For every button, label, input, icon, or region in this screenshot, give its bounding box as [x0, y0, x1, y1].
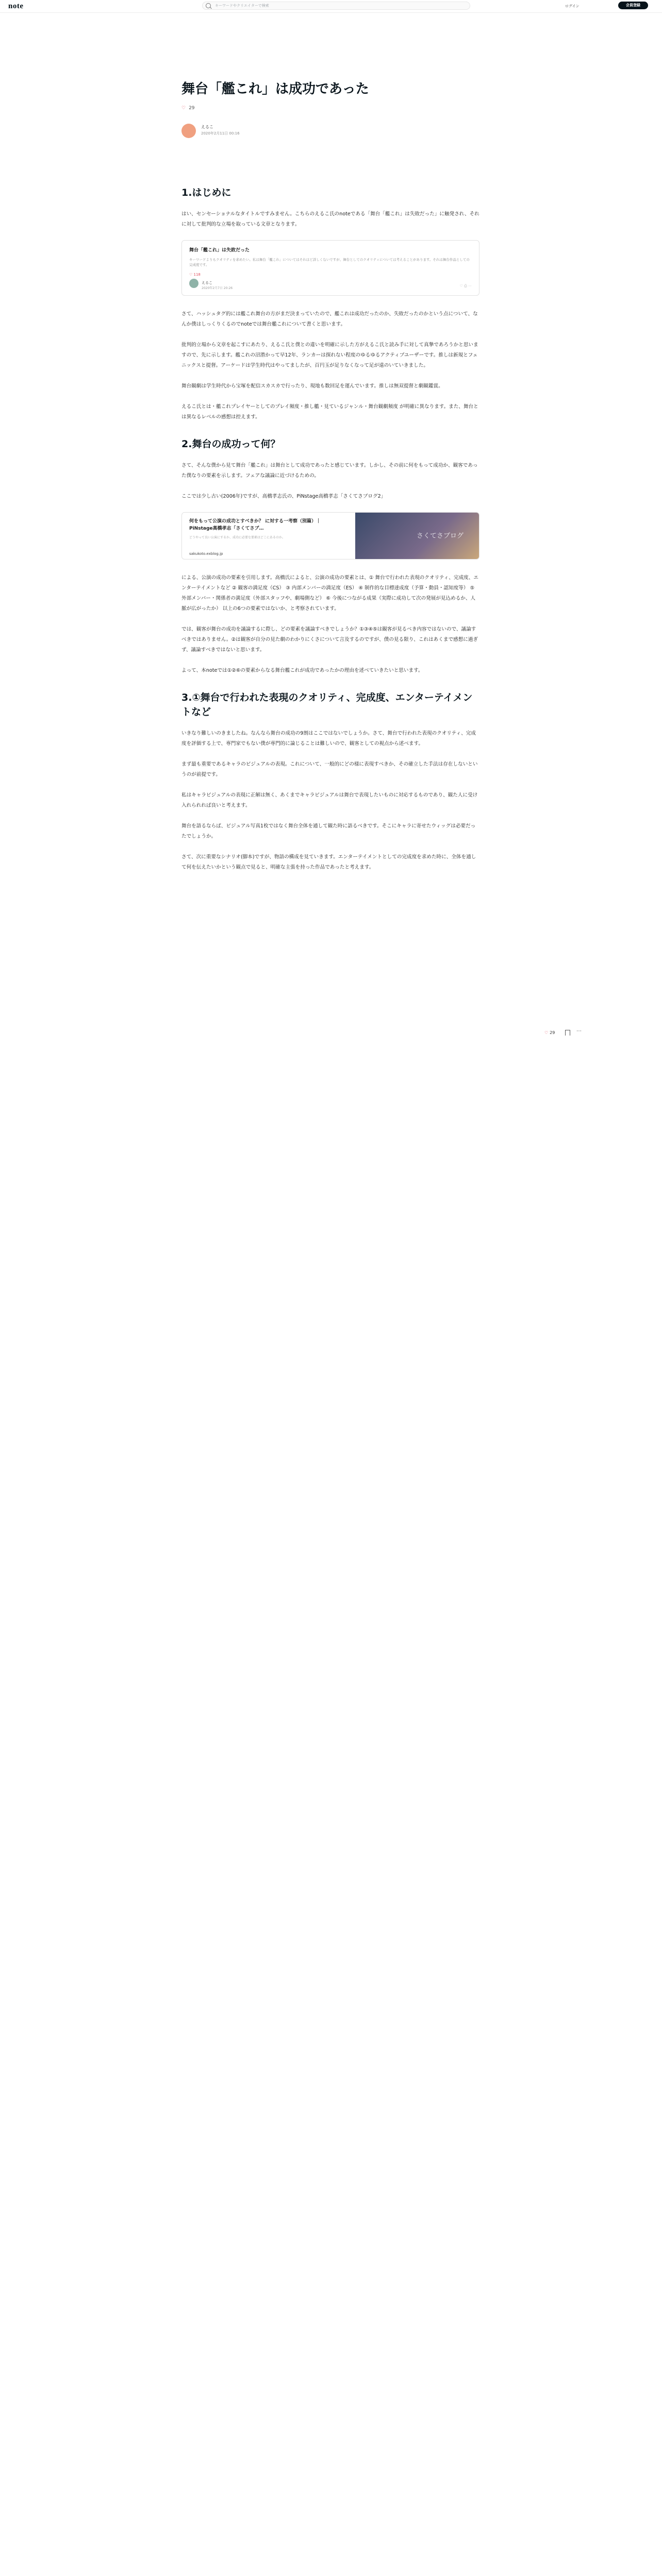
site-header [0, 0, 662, 13]
floating-action-bar [544, 1028, 586, 1041]
embedded-note-card[interactable] [181, 240, 479, 296]
login-link[interactable]: ログイン [565, 4, 580, 8]
search-placeholder: キーワードやクリエイターで検索 [215, 4, 269, 8]
heart-icon: ♡ [181, 106, 186, 111]
paragraph: さて、ハッシュタグ的には艦これ舞台の方がまだ決まっていたので、艦これは成功だったのか、失敗だったのかという点について、なんか僕はしっくりくるのでnoteでは舞台艦これについて書くと思います。 [181, 311, 478, 327]
paragraph: 私はキャラビジュアルの表現に正解は無く、あくまでキャラビジュアルは舞台で表現したいものに対応するものであり、観た人に受け入れられれば良いと考えます。 [181, 792, 478, 808]
link-title: 何をもって公演の成功とすべきか？ に対する一考察（別篇）｜PiNstage高橋孝志「さくてさブ… [189, 519, 321, 531]
floating-like-count: 29 [550, 1030, 555, 1035]
paragraph: による、公演の成功の要素を引用します。高橋氏によると、公演の成功の要素とは、① 舞台で行われた表現のクオリティ、完成度、エンターテイメントなど ② 観客の満足度（CS） ③ 内部メンバーの満足度（ES） ④ 制作的な目標達成度（予算・動員・認知度等） ⑤ 外部メンバー・関係者の満足度（外部スタッフや、劇場側など） ⑥ 今後につながる成果（実際に成功して次の発展が見込めるか、人脈が広がったか） 以上の6つの要素ではないか、と考察されています。 [181, 575, 478, 612]
embed-author: えるこ [202, 281, 212, 285]
search-input[interactable] [202, 2, 470, 10]
publish-date: 2020年2月11日 00:16 [201, 131, 240, 135]
search-icon [206, 3, 211, 8]
paragraph: えるこ氏とは・艦これプレイヤーとしてのプレイ頻度・推し艦・見ているジャンル・舞台観劇頻度 が明確に異なります。また、舞台とは異なるレベルの感想は控えます。 [181, 404, 478, 420]
like-count: 29 [189, 106, 195, 111]
paragraph: 批判的立場から文章を起こすにあたり、えるこ氏と僕との違いを明確に示した方がえるこ氏と読み手に対して真摯であろうかと思いますので、先に示します。艦これの沼潜かって早12年、ランカーは探れない程度のゆるゆるアクティブユーザーです。推しは新規とフェニックスと提督。アーケードは学生時代はやってましたが、百円玉が足りなくなって足が遠のいていきました。 [181, 342, 478, 368]
article-title: 舞台「艦これ」は成功であった [181, 81, 369, 97]
section-heading: 3.①舞台で行われた表現のクオリティ、完成度、エンターテイメントなど [181, 692, 473, 718]
article-body [181, 185, 479, 883]
more-menu-icon[interactable]: ⋯ [576, 1028, 582, 1034]
paragraph: いきなり難しいのきましたね。なんなら舞台の成功の9割はここではないでしょうか。さて、舞台で行われた表現のクオリティ、完成度を評価する上で、専門家でもない僕が専門的に論じることは難しいので、観客としての視点から述べます。 [181, 731, 476, 747]
floating-like-button[interactable] [544, 1030, 555, 1035]
embed-description: キーワードよりもクオリティを求めたい。私は舞台「艦これ」についてはそれほど詳しくないですが、舞台としてのクオリティについては考えることがあります。それは舞台作品としての完成度です。 [189, 258, 470, 267]
note-logo[interactable]: note [8, 2, 24, 10]
paragraph: よって、本noteでは①②⑥の要素からなる舞台艦これが成功であったかの理由を述べていきたいと思います。 [181, 668, 423, 673]
paragraph: はい、センセーショナルなタイトルですみません。こちらのえるこ氏のnoteである「舞台「艦これ」は失敗だった」に触発され、それに対して批判的な立場を取っている文章となります。 [181, 211, 479, 227]
paragraph: さて、次に重要なシナリオ(脚本)ですが、物語の構成を見ていきます。エンターテイメントとしての完成度を求めた時に、全体を通して何を伝えたいかという観点で見ると、明確な主張を持った作品であったと考えます。 [181, 854, 476, 870]
section-heading: 1.はじめに [181, 187, 231, 198]
bookmark-icon[interactable] [565, 1030, 570, 1036]
external-link-card[interactable] [181, 512, 479, 560]
embed-actions-icon[interactable]: ♡ ⎙ ⋯ [459, 284, 472, 288]
embed-date: 2020年2月7日 20:26 [202, 286, 233, 290]
section-heading: 2.舞台の成功って何？ [181, 438, 280, 450]
link-thumbnail-text: さくてさブログ [416, 532, 464, 540]
avatar[interactable] [181, 124, 196, 138]
link-description: どうやって良い公演にするか、成功に必要な要素はどこにあるのか。 [189, 536, 286, 539]
paragraph: まず最も重要であるキャラのビジュアルの表現。これについて、一般的にどの様に表現すべきか、その確立した手法は存在しないというのが前提です。 [181, 761, 478, 777]
paragraph: 舞台観劇は学生時代から宝塚を配信スカスカで行ったり、現地も数回足を運んでいます。推しは無双提督と劇観鑑賞。 [181, 383, 443, 389]
signup-button[interactable]: 会員登録 [618, 2, 648, 9]
author-name[interactable]: えるこ [201, 125, 213, 129]
embed-title: 舞台「艦これ」は失敗だった [189, 248, 250, 253]
paragraph: では、観客が舞台の成功を議論するに際し、どの要素を議論すべきでしょうか？①③④⑤は観客が見るべき内容ではないので、議論すべきではありません。②は観客が自分の見た劇のわかりにくさについて言及するのですが、僕の見る限り、これはあくまで感想に過ぎず、議論すべきではないと思います。 [181, 626, 478, 653]
paragraph: さて、そんな僕から見て舞台「艦これ」は舞台として成功であったと感じています。しかし、その前に何をもって成功か、観客であった僕なりの要素を示します。フェアな議論に近づけるための。 [181, 463, 478, 479]
embed-like-count: ♡ 118 [189, 273, 201, 277]
heart-icon: ♡ [544, 1030, 549, 1035]
link-domain: sakukoto.exblog.jp [189, 552, 223, 556]
like-button[interactable] [181, 106, 195, 111]
embed-avatar [189, 279, 198, 288]
paragraph: ここでは少し古い(2006年)ですが、高橋孝志氏の、PiNstage高橋孝志「さくてさブログ2」 [181, 494, 386, 499]
paragraph: 舞台を語るならば、ビジュアル写真1枚ではなく舞台全体を通して観た時に語るべきです。そこにキャラに寄せたウィッグは必要だったでしょうか。 [181, 823, 476, 839]
